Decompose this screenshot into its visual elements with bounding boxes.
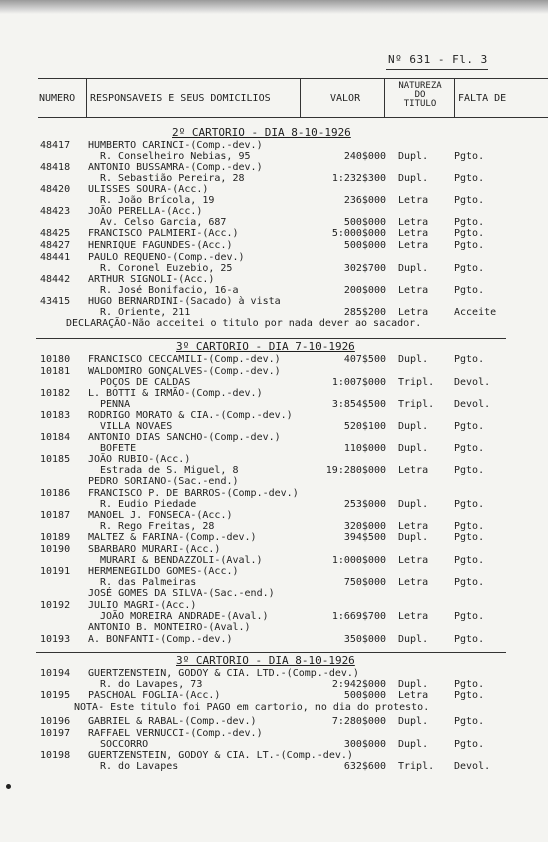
section-divider <box>36 652 506 653</box>
responsavel-name: ARTHUR SIGNOLI-(Acc.) <box>88 274 215 285</box>
responsavel-name: HUGO BERNARDINI-(Sacado) à vista <box>88 296 281 307</box>
responsavel-name: HUMBERTO CARINCI-(Comp.-dev.) <box>88 140 263 151</box>
row-number: 48425 <box>40 228 71 239</box>
row-valor: 1:007$000 <box>331 377 386 388</box>
row-natureza: Letra <box>398 611 429 622</box>
section-title <box>172 126 351 139</box>
responsavel-name: HERMENEGILDO GOMES-(Acc.) <box>88 566 239 577</box>
table-row <box>0 274 548 298</box>
row-natureza: Letra <box>398 521 429 532</box>
row-number: 10184 <box>40 432 71 443</box>
row-number: 10182 <box>40 388 71 399</box>
header-numero: NUMERO <box>39 93 76 104</box>
row-valor: 253$000 <box>343 499 386 510</box>
row-natureza: Letra <box>398 217 429 228</box>
row-falta: Pgto. <box>454 421 485 432</box>
row-valor: 407$500 <box>343 354 386 365</box>
row-falta: Pgto. <box>454 739 485 750</box>
row-falta: Devol. <box>454 761 491 772</box>
row-valor: 302$700 <box>343 263 386 274</box>
table-header <box>38 78 548 118</box>
row-falta: Pgto. <box>454 465 485 476</box>
responsavel-name: RODRIGO MORATO & CIA.-(Comp.-dev.) <box>88 410 293 421</box>
responsavel-address: POÇOS DE CALDAS <box>100 377 191 388</box>
row-valor: 3:854$500 <box>331 399 386 410</box>
table-row <box>0 366 548 390</box>
responsavel-name: JOÃO RUBIO-(Acc.) <box>88 454 191 465</box>
row-number: 48423 <box>40 206 71 217</box>
responsavel-name: JULIO MAGRI-(Acc.) <box>88 600 197 611</box>
section-title-text: 3º CARTORIO - DIA 8-10-1926 <box>176 654 355 667</box>
row-number: 10191 <box>40 566 71 577</box>
section-title <box>176 654 355 667</box>
header-responsaveis: RESPONSAVEIS E SEUS DOMICILIOS <box>90 93 271 104</box>
row-number: 10190 <box>40 544 71 555</box>
row-number: 10189 <box>40 532 71 543</box>
section-note: NOTA- Este titulo foi PAGO em cartorio, no dia do protesto. <box>74 702 430 713</box>
responsavel-name: WALDOMIRO GONÇALVES-(Comp.-dev.) <box>88 366 281 377</box>
row-natureza: Dupl. <box>398 443 429 454</box>
table-row <box>0 544 548 568</box>
row-number: 48417 <box>40 140 71 151</box>
table-row <box>0 388 548 412</box>
row-number: 10187 <box>40 510 71 521</box>
responsavel-address: R. João Brícola, 19 <box>100 195 215 206</box>
table-row <box>0 252 548 276</box>
row-natureza: Tripl. <box>398 761 435 772</box>
header-divider <box>384 79 385 117</box>
row-valor: 110$000 <box>343 443 386 454</box>
row-falta: Pgto. <box>454 716 485 727</box>
row-falta: Pgto. <box>454 634 485 645</box>
section-divider <box>36 338 506 339</box>
responsavel-address: SOCCORRO <box>100 739 149 750</box>
row-number: 10180 <box>40 354 71 365</box>
responsavel-name: GUERTZENSTEIN, GODOY & CIA. LTD.-(Comp.-dev.) <box>88 668 359 679</box>
table-row <box>0 600 548 624</box>
row-falta: Pgto. <box>454 443 485 454</box>
row-valor: 750$000 <box>343 577 386 588</box>
row-natureza: Dupl. <box>398 532 429 543</box>
row-falta: Pgto. <box>454 173 485 184</box>
responsavel-address: Av. Celso Garcia, 687 <box>100 217 227 228</box>
table-row <box>0 206 548 230</box>
responsavel-name: FRANCISCO P. DE BARROS-(Comp.-dev.) <box>88 488 299 499</box>
row-natureza: Dupl. <box>398 739 429 750</box>
row-natureza: Dupl. <box>398 354 429 365</box>
row-valor: 2:942$000 <box>331 679 386 690</box>
responsavel-name: PAULO REQUENO-(Comp.-dev.) <box>88 252 245 263</box>
row-natureza: Letra <box>398 228 429 239</box>
row-number: 10192 <box>40 600 71 611</box>
table-row <box>0 510 548 534</box>
section-note: DECLARAÇÃO-Não acceitei o titulo por nada dever ao sacador. <box>66 318 422 329</box>
row-number: 48441 <box>40 252 71 263</box>
responsavel-name: FRANCISCO CECCAMILI-(Comp.-dev.) <box>88 354 281 365</box>
responsavel-name: A. BONFANTI-(Comp.-dev.) <box>88 634 233 645</box>
table-row <box>0 454 548 478</box>
row-falta: Pgto. <box>454 690 485 701</box>
row-valor: 19:280$000 <box>325 465 386 476</box>
row-valor: 520$100 <box>343 421 386 432</box>
row-natureza: Letra <box>398 195 429 206</box>
row-natureza: Letra <box>398 240 429 251</box>
responsavel-name: L. BOTTI & IRMÃO-(Comp.-dev.) <box>88 388 263 399</box>
row-number: 10197 <box>40 728 71 739</box>
table-row <box>0 728 548 752</box>
row-number: 10196 <box>40 716 71 727</box>
row-number: 48442 <box>40 274 71 285</box>
row-natureza: Dupl. <box>398 173 429 184</box>
responsavel-name: MALTEZ & FARINA-(Comp.-dev.) <box>88 532 257 543</box>
row-valor: 5:000$000 <box>331 228 386 239</box>
row-valor: 500$000 <box>343 240 386 251</box>
table-row <box>0 488 548 512</box>
row-natureza: Letra <box>398 307 429 318</box>
header-divider <box>86 79 87 117</box>
responsavel-address: R. Coronel Euzebio, 25 <box>100 263 233 274</box>
header-divider <box>454 79 455 117</box>
scan-edge <box>0 0 548 14</box>
row-falta: Acceite <box>454 307 497 318</box>
row-natureza: Letra <box>398 285 429 296</box>
row-falta: Pgto. <box>454 151 485 162</box>
row-falta: Pgto. <box>454 285 485 296</box>
row-number: 48427 <box>40 240 71 251</box>
row-valor: 240$000 <box>343 151 386 162</box>
responsavel-name: GUERTZENSTEIN, GODOY & CIA. LT.-(Comp.-dev.) <box>88 750 353 761</box>
responsavel-name: ANTONIO B. MONTEIRO-(Aval.) <box>88 622 251 633</box>
responsavel-name: JOSÉ GOMES DA SILVA-(Sac.-end.) <box>88 588 275 599</box>
row-number: 10185 <box>40 454 71 465</box>
row-natureza: Dupl. <box>398 421 429 432</box>
row-falta: Pgto. <box>454 577 485 588</box>
row-falta: Pgto. <box>454 555 485 566</box>
table-row <box>0 162 548 186</box>
header-natureza-2: DO <box>414 90 426 100</box>
responsavel-address: VILLA NOVAES <box>100 421 173 432</box>
row-natureza: Letra <box>398 690 429 701</box>
responsavel-address: R. José Bonifacio, 16-a <box>100 285 239 296</box>
margin-mark <box>6 784 11 789</box>
responsavel-address: JOÃO MOREIRA ANDRADE-(Aval.) <box>100 611 269 622</box>
responsavel-name: PASCHOAL FOGLIA-(Acc.) <box>88 690 221 701</box>
responsavel-name: JOÃO PERELLA-(Acc.) <box>88 206 203 217</box>
row-number: 10183 <box>40 410 71 421</box>
header-natureza <box>386 82 454 109</box>
table-row <box>0 296 548 320</box>
responsavel-address: BOFETE <box>100 443 137 454</box>
row-number: 10193 <box>40 634 71 645</box>
responsavel-name: PEDRO SORIANO-(Sac.-end.) <box>88 476 239 487</box>
row-valor: 236$000 <box>343 195 386 206</box>
row-falta: Pgto. <box>454 195 485 206</box>
row-natureza: Dupl. <box>398 151 429 162</box>
section-title <box>176 340 355 353</box>
page-folio: Nº 631 - Fl. 3 <box>388 53 488 66</box>
row-valor: 1:232$300 <box>331 173 386 184</box>
row-number: 48418 <box>40 162 71 173</box>
row-number: 48420 <box>40 184 71 195</box>
row-valor: 7:280$000 <box>331 716 386 727</box>
row-falta: Pgto. <box>454 679 485 690</box>
responsavel-address: R. Rego Freitas, 28 <box>100 521 215 532</box>
responsavel-address: R. do Lavapes, 73 <box>100 679 203 690</box>
table-row <box>0 566 548 590</box>
row-valor: 500$000 <box>343 217 386 228</box>
table-row <box>0 750 548 774</box>
row-number: 10195 <box>40 690 71 701</box>
responsavel-address: R. das Palmeiras <box>100 577 197 588</box>
row-natureza: Dupl. <box>398 716 429 727</box>
row-natureza: Letra <box>398 555 429 566</box>
responsavel-address: R. do Lavapes <box>100 761 179 772</box>
row-valor: 394$500 <box>343 532 386 543</box>
responsavel-address: Estrada de S. Miguel, 8 <box>100 465 239 476</box>
row-falta: Pgto. <box>454 521 485 532</box>
row-number: 10186 <box>40 488 71 499</box>
header-valor: VALOR <box>330 93 361 104</box>
header-natureza-3: TITULO <box>403 99 437 109</box>
header-natureza-1: NATUREZA <box>398 81 442 91</box>
row-falta: Pgto. <box>454 217 485 228</box>
row-falta: Devol. <box>454 399 491 410</box>
folio-underline <box>386 69 488 70</box>
responsavel-address: PENNA <box>100 399 131 410</box>
responsavel-address: R. Oriente, 211 <box>100 307 191 318</box>
table-row <box>0 140 548 164</box>
row-falta: Pgto. <box>454 354 485 365</box>
header-divider <box>300 79 301 117</box>
header-falta: FALTA DE <box>458 93 507 104</box>
row-falta: Pgto. <box>454 499 485 510</box>
table-row <box>0 410 548 434</box>
table-row <box>0 668 548 692</box>
row-valor: 632$600 <box>343 761 386 772</box>
row-natureza: Letra <box>398 577 429 588</box>
responsavel-name: MANOEL J. FONSECA-(Acc.) <box>88 510 233 521</box>
responsavel-address: MURARI & BENDAZZOLI-(Aval.) <box>100 555 263 566</box>
row-valor: 200$000 <box>343 285 386 296</box>
responsavel-address: R. Conselheiro Nebias, 95 <box>100 151 251 162</box>
row-valor: 320$000 <box>343 521 386 532</box>
responsavel-name: ULISSES SOURA-(Acc.) <box>88 184 209 195</box>
responsavel-name: SBARBARO MURARI-(Acc.) <box>88 544 221 555</box>
row-valor: 285$200 <box>343 307 386 318</box>
responsavel-name: GABRIEL & RABAL-(Comp.-dev.) <box>88 716 257 727</box>
row-valor: 1:000$000 <box>331 555 386 566</box>
table-row <box>0 432 548 456</box>
row-falta: Devol. <box>454 377 491 388</box>
row-falta: Pgto. <box>454 611 485 622</box>
responsavel-name: FRANCISCO PALMIERI-(Acc.) <box>88 228 239 239</box>
table-row <box>0 184 548 208</box>
row-falta: Pgto. <box>454 532 485 543</box>
row-natureza: Dupl. <box>398 263 429 274</box>
row-number: 10181 <box>40 366 71 377</box>
row-falta: Pgto. <box>454 228 485 239</box>
row-valor: 500$000 <box>343 690 386 701</box>
responsavel-address: R. Sebastião Pereira, 28 <box>100 173 245 184</box>
row-number: 10194 <box>40 668 71 679</box>
row-natureza: Dupl. <box>398 679 429 690</box>
row-natureza: Dupl. <box>398 499 429 510</box>
row-number: 10198 <box>40 750 71 761</box>
row-natureza: Letra <box>398 465 429 476</box>
row-valor: 350$000 <box>343 634 386 645</box>
row-falta: Pgto. <box>454 263 485 274</box>
responsavel-name: ANTONIO BUSSAMRA-(Comp.-dev.) <box>88 162 263 173</box>
row-natureza: Tripl. <box>398 377 435 388</box>
row-valor: 300$000 <box>343 739 386 750</box>
row-valor: 1:669$700 <box>331 611 386 622</box>
section-title-text: 2º CARTORIO - DIA 8-10-1926 <box>172 126 351 139</box>
responsavel-name: ANTONIO DIAS SANCHO-(Comp.-dev.) <box>88 432 281 443</box>
responsavel-address: R. Eudio Piedade <box>100 499 197 510</box>
responsavel-name: HENRIQUE FAGUNDES-(Acc.) <box>88 240 233 251</box>
section-title-text: 3º CARTORIO - DIA 7-10-1926 <box>176 340 355 353</box>
row-number: 43415 <box>40 296 71 307</box>
responsavel-name: RAFFAEL VERNUCCI-(Comp.-dev.) <box>88 728 263 739</box>
row-falta: Pgto. <box>454 240 485 251</box>
row-natureza: Tripl. <box>398 399 435 410</box>
row-natureza: Dupl. <box>398 634 429 645</box>
